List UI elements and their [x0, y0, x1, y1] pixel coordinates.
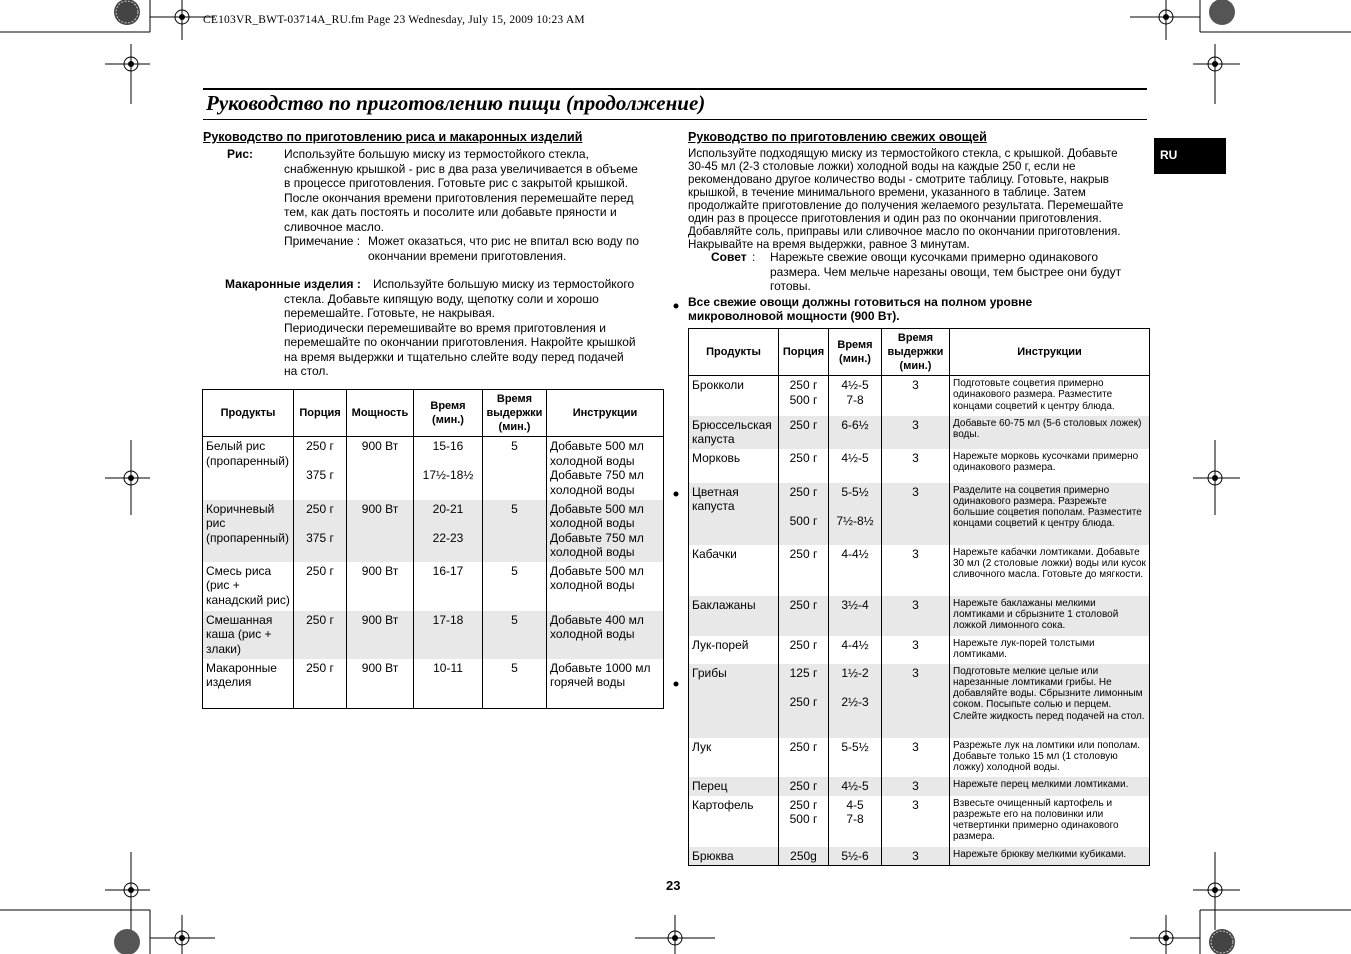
cell-time: 4½-5 7-8 [829, 376, 882, 416]
table-row [203, 611, 664, 659]
rice-text: Используйте большую миску из термостойкого стекла, снабженную крышкой - рис в два раза увеличивается в объеме в процессе приготовления. Готовьте рис с закрытой крышкой. После окончания времени приготовления перемешайте перед тем, как дать постоять и посолите или добавьте пряности и сливочное масло. [284, 147, 638, 234]
cell-time: 1½-2 2½-3 [829, 664, 882, 738]
cell-power: 900 Вт [347, 611, 414, 659]
cell-product: Смешанная каша (рис + злаки) [203, 611, 294, 659]
col-header: Порция [294, 390, 347, 437]
col-header: Продукты [203, 390, 294, 437]
cell-standing: 3 [882, 483, 950, 545]
cell-standing: 3 [882, 636, 950, 664]
cell-time: 5-5½ [829, 738, 882, 777]
cell-standing: 3 [882, 738, 950, 777]
veg-table [688, 328, 1150, 866]
note-text: Может оказаться, что рис не впитал всю воду по окончании времени приготовления. [368, 234, 640, 263]
cell-standing: 3 [882, 664, 950, 738]
cell-instructions: Нарежьте баклажаны мелкими ломтиками и сбрызните 1 столовой ложкой лимонного сока. [950, 596, 1150, 636]
cell-portion: 250 г [294, 562, 347, 611]
cell-power: 900 Вт [347, 659, 414, 709]
col-header: Порция [779, 329, 829, 376]
table-row [689, 449, 1150, 483]
cell-standing: 5 [483, 562, 547, 611]
cell-product: Кабачки [689, 545, 779, 596]
cell-portion: 250 г 500 г [779, 796, 829, 847]
cell-standing: 3 [882, 449, 950, 483]
cell-standing: 3 [882, 847, 950, 866]
cell-time: 3½-4 [829, 596, 882, 636]
table-row [689, 596, 1150, 636]
cell-standing: 3 [882, 416, 950, 449]
cell-standing: 3 [882, 777, 950, 796]
cell-time: 4-5 7-8 [829, 796, 882, 847]
cell-instructions: Добавьте 1000 мл горячей воды [547, 659, 664, 709]
cell-standing: 3 [882, 376, 950, 416]
cell-instructions: Добавьте 500 мл холодной воды Добавьте 750 мл холодной воды [547, 437, 664, 500]
table-row [689, 483, 1150, 545]
col-header: Мощность [347, 390, 414, 437]
cell-power: 900 Вт [347, 562, 414, 611]
rice-table [202, 389, 664, 709]
cell-product: Морковь [689, 449, 779, 483]
cell-time: 4½-5 [829, 777, 882, 796]
title-rule-top [203, 88, 1147, 90]
table-row [203, 562, 664, 611]
table-row [689, 847, 1150, 866]
pasta-label: Макаронные изделия : [225, 277, 361, 291]
col-header: Время (мин.) [414, 390, 483, 437]
cell-product: Лук [689, 738, 779, 777]
cell-instructions: Добавьте 400 мл холодной воды [547, 611, 664, 659]
table-row [689, 636, 1150, 664]
table-row [203, 437, 664, 500]
cell-product: Брюссельская капуста [689, 416, 779, 449]
cell-portion: 250 г 375 г [294, 500, 347, 562]
cell-standing: 5 [483, 659, 547, 709]
table-row [689, 376, 1150, 416]
cell-portion: 250 г 375 г [294, 437, 347, 500]
table-row [689, 796, 1150, 847]
tip-label: Совет [711, 250, 747, 264]
tip-text: Нарежьте свежие овощи кусочками примерно одинакового размера. Чем мельче нарезаны овощи, тем быстрее они будут готовы. [770, 250, 1122, 293]
cell-standing: 5 [483, 611, 547, 659]
table-row [689, 416, 1150, 449]
page-title: Руководство по приготовлению пищи (продолжение) [206, 91, 706, 115]
cell-product: Брюква [689, 847, 779, 866]
note-label: Примечание : [284, 234, 361, 248]
cell-portion: 250 г [779, 738, 829, 777]
cell-time: 5½-6 [829, 847, 882, 866]
cell-standing: 3 [882, 796, 950, 847]
pasta-text: стекла. Добавьте кипящую воду, щепотку соли и хорошо перемешайте. Готовьте, не накрывая. Периодически перемешивайте во время приготовления и перемешайте по окончании приготовления. Накройте крышкой на время выдержки и тщательно слейте воду перед подачей на стол. [284, 291, 636, 378]
col-header: Время (мин.) [829, 329, 882, 376]
cell-instructions: Нарежьте кабачки ломтиками. Добавьте 30 мл (2 столовые ложки) воды или кусок сливочного масла. Готовьте до мягкости. [950, 545, 1150, 596]
cell-time: 4½-5 [829, 449, 882, 483]
cell-product: Лук-порей [689, 636, 779, 664]
cell-time: 10-11 [414, 659, 483, 709]
cell-portion: 250 г [779, 545, 829, 596]
cell-time: 15-16 17½-18½ [414, 437, 483, 500]
cell-instructions: Разделите на соцветия примерно одинакового размера. Разрежьте большие соцветия пополам. Разместите концами соцветий к центру блюда. [950, 483, 1150, 545]
cell-instructions: Добавьте 500 мл холодной воды Добавьте 750 мл холодной воды [547, 500, 664, 562]
cell-portion: 250 г [294, 611, 347, 659]
cell-product: Перец [689, 777, 779, 796]
print-header: CE103VR_BWT-03714A_RU.fm Page 23 Wednesday, July 15, 2009 10:23 AM [203, 14, 585, 26]
cell-portion: 125 г 250 г [779, 664, 829, 738]
col-header: Инструкции [950, 329, 1150, 376]
cell-product: Брокколи [689, 376, 779, 416]
cell-product: Баклажаны [689, 596, 779, 636]
col-header: Время выдержки (мин.) [882, 329, 950, 376]
cell-time: 16-17 [414, 562, 483, 611]
rice-label: Рис: [227, 147, 254, 161]
cell-instructions: Нарежьте брюкву мелкими кубиками. [950, 847, 1150, 866]
cell-portion: 250 г [294, 659, 347, 709]
cell-product: Картофель [689, 796, 779, 847]
cell-portion: 250 г [779, 449, 829, 483]
language-tab: RU [1154, 138, 1226, 174]
cell-instructions: Добавьте 500 мл холодной воды [547, 562, 664, 611]
cell-portion: 250 г [779, 596, 829, 636]
cell-power: 900 Вт [347, 500, 414, 562]
cell-standing: 3 [882, 596, 950, 636]
cell-portion: 250 г [779, 636, 829, 664]
cell-time: 6-6½ [829, 416, 882, 449]
cell-portion: 250 г [779, 416, 829, 449]
cell-instructions: Взвесьте очищенный картофель и разрежьте его на половинки или четвертинки примерно одинакового размера. [950, 796, 1150, 847]
col-header: Время выдержки (мин.) [483, 390, 547, 437]
cell-time: 20-21 22-23 [414, 500, 483, 562]
cell-portion: 250 г 500 г [779, 376, 829, 416]
table-row [203, 659, 664, 709]
cell-time: 17-18 [414, 611, 483, 659]
table-row [689, 777, 1150, 796]
cell-portion: 250g [779, 847, 829, 866]
power-note: Все свежие овощи должны готовиться на полном уровне микроволновой мощности (900 Вт). [688, 295, 1033, 323]
table-row [689, 664, 1150, 738]
cell-portion: 250 г [779, 777, 829, 796]
cell-standing: 5 [483, 500, 547, 562]
cell-instructions: Нарежьте лук-порей толстыми ломтиками. [950, 636, 1150, 664]
cell-time: 5-5½ 7½-8½ [829, 483, 882, 545]
rice-section-title: Руководство по приготовлению риса и макаронных изделий [203, 130, 583, 144]
title-rule-bottom [203, 119, 1147, 120]
table-row [689, 738, 1150, 777]
cell-instructions: Нарежьте морковь кусочками примерно одинакового размера. [950, 449, 1150, 483]
cell-instructions: Подготовьте мелкие целые или нарезанные ломтиками грибы. Не добавляйте воды. Сбрызните лимонным соком. Посыпьте солью и перцем. Слейте жидкость перед подачей на стол. [950, 664, 1150, 738]
cell-time: 4-4½ [829, 545, 882, 596]
page-number: 23 [666, 878, 681, 893]
cell-power: 900 Вт [347, 437, 414, 500]
cell-instructions: Подготовьте соцветия примерно одинакового размера. Разместите концами соцветий к центру блюда. [950, 376, 1150, 416]
col-header: Инструкции [547, 390, 664, 437]
pasta-first-line: Используйте большую миску из термостойкого [373, 277, 635, 291]
cell-instructions: Нарежьте перец мелкими ломтиками. [950, 777, 1150, 796]
cell-standing: 3 [882, 545, 950, 596]
cell-product: Смесь риса (рис + канадский рис) [203, 562, 294, 611]
cell-product: Макаронные изделия [203, 659, 294, 709]
cell-instructions: Разрежьте лук на ломтики или пополам. Добавьте только 15 мл (1 столовую ложку) холодной воды. [950, 738, 1150, 777]
cell-product: Грибы [689, 664, 779, 738]
col-header: Продукты [689, 329, 779, 376]
cell-standing: 5 [483, 437, 547, 500]
table-row [689, 545, 1150, 596]
cell-instructions: Добавьте 60-75 мл (5-6 столовых ложек) воды. [950, 416, 1150, 449]
cell-product: Цветная капуста [689, 483, 779, 545]
table-row [203, 500, 664, 562]
cell-time: 4-4½ [829, 636, 882, 664]
cell-product: Белый рис (пропаренный) [203, 437, 294, 500]
cell-product: Коричневый рис (пропаренный) [203, 500, 294, 562]
tip-colon: : [752, 250, 756, 264]
veg-section-title: Руководство по приготовлению свежих овощей [688, 130, 987, 144]
cell-portion: 250 г 500 г [779, 483, 829, 545]
veg-intro: Используйте подходящую миску из термостойкого стекла, с крышкой. Добавьте 30-45 мл (2-3 столовые ложки) холодной воды на каждые 250 г, если не рекомендовано другое количество воды - смотрите таблицу. Готовьте, накрыв крышкой, в течение минимального времени, указанного в таблице. Затем продолжайте приготовление до получения желаемого результата. Перемешайте один раз в процессе приготовления и один раз по окончании приготовления. Добавляйте соль, приправы или сливочное масло по окончании приготовления. Накрывайте на время выдержки, равное 3 минутам. [688, 147, 1124, 251]
